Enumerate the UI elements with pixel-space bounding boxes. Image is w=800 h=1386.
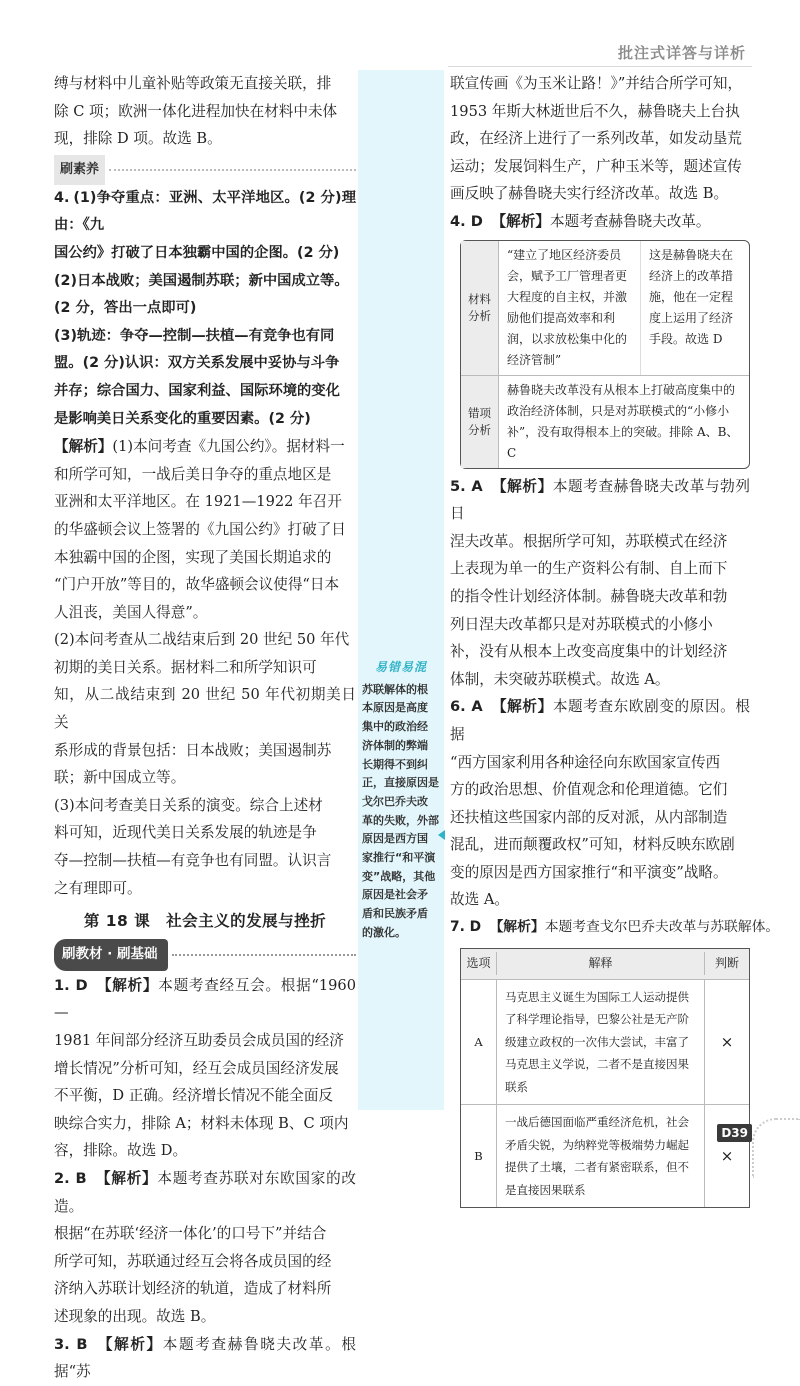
question-number: 4. D xyxy=(450,212,483,230)
answer-line: (2)日本战败；美国遏制苏联；新中国成立等。 xyxy=(54,272,349,289)
sidebar-line: 苏联解体的根 xyxy=(362,682,428,696)
answer-line: 是影响美日关系变化的重要因素。(2 分) xyxy=(54,410,311,427)
page-number: D39 xyxy=(717,1124,752,1142)
dotted-divider xyxy=(109,169,356,171)
analysis-line: 1981 年间部分经济互助委员会成员国的经济 xyxy=(54,1032,344,1049)
option-cell: B xyxy=(461,1105,497,1207)
analysis-line: 映综合实力，排除 A；材料未体现 B、C 项内 xyxy=(54,1114,349,1132)
analysis-line: 混乱，进而颠覆政权”可知，材料反映东欧剧 xyxy=(450,836,735,854)
running-header: 批注式详答与详析 xyxy=(617,44,746,62)
sidebar-line: 革的失败，外部 xyxy=(362,813,439,827)
section-label: 刷素养 xyxy=(54,155,105,185)
intro-paragraph xyxy=(54,70,356,153)
question-number: 6. A xyxy=(450,698,483,716)
sidebar-line: 济体制的弊端 xyxy=(362,738,428,752)
text-line xyxy=(54,1165,356,1220)
answer-line: 国公约》打破了日本独霸中国的企图。(2 分) xyxy=(54,244,340,261)
dotted-divider xyxy=(172,954,356,956)
material-text: “建立了地区经济委员会，赋予工厂管理者更大程度的自主权，并激励他们提高效率和利润，以求放松集中化的经济管制” xyxy=(499,241,641,375)
sidebar-title: 易错易混 xyxy=(374,660,427,674)
q7-analysis xyxy=(450,914,780,942)
analysis-line: 的华盛顿会议上签署的《九国公约》打破了日 xyxy=(54,520,346,538)
text-line xyxy=(450,914,780,942)
analysis-line: 本题考查戈尔巴乔夫改革与苏联解体。 xyxy=(544,919,780,936)
analysis-line: 容，排除。故选 D。 xyxy=(54,1142,188,1160)
row-header: 材料分析 xyxy=(461,241,499,375)
q3-analysis xyxy=(54,1331,356,1386)
analysis-line: 列日涅夫改革都只是对苏联模式的小修小 xyxy=(450,615,713,633)
analysis-line: 本题考查经互会。根据“1960— xyxy=(54,976,356,1022)
lesson-title: 第 18 课 社会主义的发展与挫折 xyxy=(83,912,327,931)
options-table xyxy=(460,948,750,1209)
text-line xyxy=(54,433,356,461)
text-line: 缚与材料中儿童补贴等政策无直接关联，排 xyxy=(54,75,332,92)
analysis-tag: 【解析】 xyxy=(96,976,159,994)
column-header: 选项 xyxy=(461,952,497,975)
sidebar-line: 本原因是高度 xyxy=(362,701,428,715)
q4-answer xyxy=(54,185,356,433)
analysis-tag: 【解析】 xyxy=(491,698,553,716)
text-line xyxy=(54,972,356,1027)
analysis-line: 本题考查东欧剧变的原因。根据 xyxy=(450,698,750,743)
analysis-line: 方的政治思想、价值观念和伦理道德。它们 xyxy=(450,781,728,799)
answer-line: (3)轨迹：争夺—控制—扶植—有竞争也有同 xyxy=(54,327,335,344)
explain-cell: 马克思主义诞生为国际工人运动提供了科学理论指导，巴黎公社是无产阶级建立政权的一次伟大尝试，丰富了马克思主义学说，二者不是直接因果联系 xyxy=(497,980,705,1105)
analysis-line: 上表现为单一的生产资料公有制、自上而下 xyxy=(450,560,728,578)
analysis-line: 系形成的背景包括：日本战败；美国遏制苏 xyxy=(54,741,332,759)
textbook-section-label: 刷教材 · 刷基础 xyxy=(54,939,168,971)
analysis-tag: 【解析】 xyxy=(96,1169,158,1187)
text-line: 联宣传画《为玉米让路！》”并结合所学可知， xyxy=(450,75,743,92)
text-line: 1953 年斯大林逝世后不久，赫鲁晓夫上台执 xyxy=(450,102,740,120)
analysis-line: 补，没有从根本上改变高度集中的计划经济 xyxy=(450,643,728,661)
sidebar-line: 原因是西方国 xyxy=(362,832,428,846)
answer-line: (1)争夺重点：亚洲、太平洋地区。(2 分)理由：《九 xyxy=(54,189,356,234)
analysis-line: 本独霸中国的企图，实现了美国长期追求的 xyxy=(54,548,332,566)
analysis-line: “西方国家利用各种途径向东欧国家宣传西 xyxy=(450,753,721,771)
analysis-line: 人沮丧，美国人得意”。 xyxy=(54,603,208,621)
judge-cell: × xyxy=(720,1032,734,1051)
question-number: 7. D xyxy=(450,919,482,936)
answer-line: 盟。(2 分)认识：双方关系发展中妥协与斗争 xyxy=(54,355,340,372)
analysis-line: 济纳入苏联计划经济的轨道，造成了材料所 xyxy=(54,1280,332,1298)
option-cell: A xyxy=(461,980,497,1105)
analysis-line: 还扶植这些国家内部的反对派，从内部制造 xyxy=(450,808,728,826)
analysis-line: 不平衡，D 正确。经济增长情况不能全面反 xyxy=(54,1087,334,1105)
table-cell xyxy=(499,241,749,375)
analysis-tag: 【解析】 xyxy=(491,212,550,230)
analysis-line: 知，从二战结束到 20 世纪 50 年代初期美日关 xyxy=(54,686,356,732)
analysis-line: (3)本问考查美日关系的演变。综合上述材 xyxy=(54,796,323,814)
sidebar-line: 正，直接原因是 xyxy=(362,776,439,790)
analysis-line: 变的原因是西方国家推行“和平演变”战略。 xyxy=(450,863,728,881)
sidebar-line: 家推行“和平演 xyxy=(362,851,436,865)
analysis-tag: 【解析】 xyxy=(97,1335,163,1353)
text-line: 除 C 项；欧洲一体化进程加快在材料中未体 xyxy=(54,102,338,120)
table-header-row xyxy=(461,949,749,979)
analysis-line: 料可知，近现代美日关系发展的轨迹是争 xyxy=(54,824,317,842)
row-header: 错项分析 xyxy=(461,376,499,468)
analysis-line: 根据“在苏联‘经济一体化’的口号下”并结合 xyxy=(54,1225,327,1243)
analysis-line: (2)本问考查从二战结束后到 20 世纪 50 年代 xyxy=(54,631,350,649)
table-row xyxy=(461,375,749,468)
text-line xyxy=(450,473,750,528)
analysis-line: “门户开放”等目的，故华盛顿会议使得“日本 xyxy=(54,576,340,594)
sidebar-pointer-icon xyxy=(438,830,445,840)
analysis-line: 本题考查赫鲁晓夫改革与勃列日 xyxy=(450,477,750,523)
analysis-line: 和所学可知，一战后美日争夺的重点地区是 xyxy=(54,465,332,483)
analysis-line: 增长情况”分析可知，经互会成员国经济发展 xyxy=(54,1059,339,1077)
judge-cell: × xyxy=(720,1146,734,1165)
sidebar-line: 的激化。 xyxy=(362,925,406,939)
analysis-line: 所学可知，苏联通过经互会将各成员国的经 xyxy=(54,1252,332,1270)
analysis-line: 体制，未突破苏联模式。故选 A。 xyxy=(450,670,670,688)
analysis-table xyxy=(460,240,750,469)
text-line xyxy=(54,1331,356,1386)
sidebar-line: 长期得不到纠 xyxy=(362,757,428,771)
text-line: 现，排除 D 项。故选 B。 xyxy=(54,130,222,148)
analysis-line: 之有理即可。 xyxy=(54,879,142,897)
analysis-line: 本题考查赫鲁晓夫改革。 xyxy=(549,212,711,230)
q3-continuation xyxy=(450,70,750,208)
column-header: 判断 xyxy=(714,956,739,971)
analysis-tag: 【解析】 xyxy=(54,438,113,456)
q4-right xyxy=(450,208,750,236)
question-number: 4. xyxy=(54,189,70,206)
corner-decoration xyxy=(752,1118,800,1178)
analysis-line: 本题考查苏联对东欧国家的改造。 xyxy=(54,1169,356,1215)
analysis-line: 述现象的出现。故选 B。 xyxy=(54,1307,216,1325)
sidebar-line: 变”战略，其他 xyxy=(362,869,436,883)
answer-line: 并存；综合国力、国家利益、国际环境的变化 xyxy=(54,382,340,399)
sidebar-line: 戈尔巴乔夫改 xyxy=(362,794,428,808)
analysis-line: 涅夫改革。根据所学可知，苏联模式在经济 xyxy=(450,532,728,550)
question-number: 3. B xyxy=(54,1335,88,1353)
text-line: 政，在经济上进行了一系列改革，如发动垦荒 xyxy=(450,130,742,148)
text-line: 画反映了赫鲁晓夫实行经济改革。故选 B。 xyxy=(450,185,729,203)
table-row xyxy=(461,1104,749,1207)
answer-line: (2 分，答出一点即可) xyxy=(54,300,197,317)
analysis-line: 初期的美日关系。据材料二和所学知识可 xyxy=(54,658,317,676)
q1-analysis xyxy=(54,972,356,1165)
header-rule xyxy=(448,66,752,67)
analysis-line: 的指令性计划经济体制。赫鲁晓夫改革和勃 xyxy=(450,587,728,605)
sidebar-panel xyxy=(358,70,444,1110)
text-line: 运动；发展饲料生产，广种玉米等，题述宣传 xyxy=(450,157,742,175)
q6-analysis xyxy=(450,693,750,914)
table-row xyxy=(461,241,749,375)
analysis-tag: 【解析】 xyxy=(491,477,553,495)
left-column xyxy=(54,70,356,1386)
sidebar-line: 盾和民族矛盾 xyxy=(362,907,428,921)
material-comment: 这是赫鲁晓夫在经济上的改革措施，他在一定程度上运用了经济手段。故选 D xyxy=(649,247,734,346)
analysis-line: (1)本问考查《九国公约》。据材料一 xyxy=(112,438,345,456)
question-number: 2. B xyxy=(54,1169,87,1187)
q5-analysis xyxy=(450,473,750,694)
sidebar-line: 集中的政治经 xyxy=(362,720,428,734)
section-header xyxy=(54,159,356,181)
analysis-tag: 【解析】 xyxy=(489,919,545,936)
text-line xyxy=(54,185,356,240)
analysis-line: 故选 A。 xyxy=(450,891,509,909)
analysis-line: 亚洲和太平洋地区。在 1921—1922 年召开 xyxy=(54,493,342,511)
column-header: 解释 xyxy=(497,952,705,975)
textbook-section-header xyxy=(54,942,356,968)
text-line xyxy=(450,693,750,748)
question-number: 5. A xyxy=(450,477,483,495)
q4-analysis xyxy=(54,433,356,902)
right-column xyxy=(450,70,780,1212)
question-number: 1. D xyxy=(54,976,88,994)
sidebar-note xyxy=(362,658,440,943)
sidebar-line: 原因是社会矛 xyxy=(362,888,428,902)
analysis-line: 联；新中国成立等。 xyxy=(54,769,186,787)
analysis-line: 夺—控制—扶植—有竞争也有同盟。认识言 xyxy=(54,852,332,870)
analysis-line: 本题考查赫鲁晓夫改革。根据“苏 xyxy=(54,1335,356,1381)
q2-analysis xyxy=(54,1165,356,1331)
table-cell: 赫鲁晓夫改革没有从根本上打破高度集中的政治经济体制，只是对苏联模式的“小修小补”，没有取得根本上的突破。排除 A、B、C xyxy=(507,382,739,460)
table-row xyxy=(461,979,749,1105)
explain-cell: 一战后德国面临严重经济危机，社会矛盾尖锐，为纳粹党等极端势力崛起提供了土壤，二者有紧密联系，但不是直接因果联系 xyxy=(497,1105,705,1207)
text-line xyxy=(450,208,750,236)
